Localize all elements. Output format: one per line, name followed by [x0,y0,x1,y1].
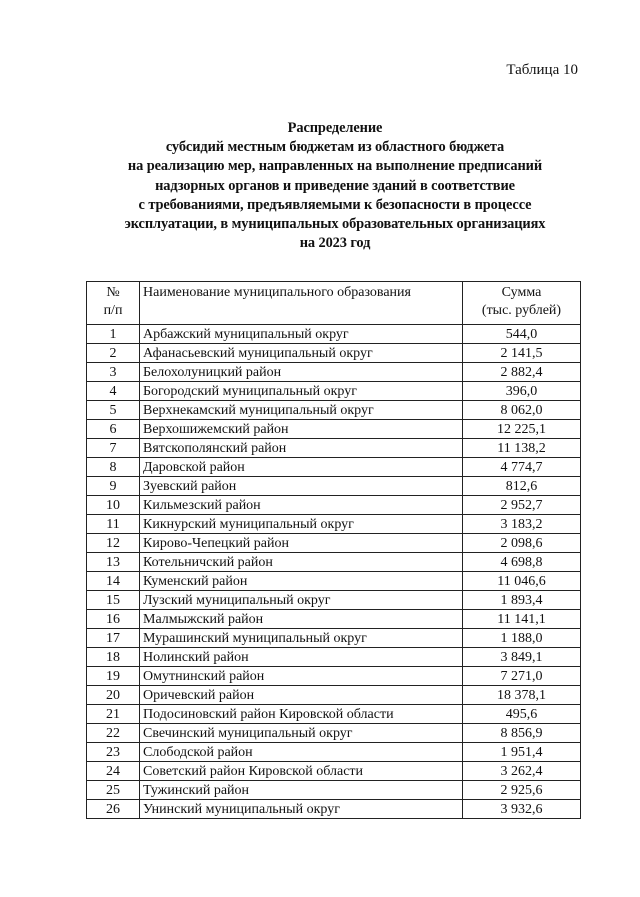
municipality-name: Лузский муниципальный округ [140,591,463,610]
subsidy-amount: 2 952,7 [463,496,581,515]
row-number: 23 [87,743,140,762]
table-row [87,458,581,477]
municipality-name: Подосиновский район Кировской области [140,705,463,724]
subsidy-amount: 11 141,1 [463,610,581,629]
row-number: 5 [87,401,140,420]
municipality-name: Кирово-Чепецкий район [140,534,463,553]
municipality-name: Белохолуницкий район [140,363,463,382]
title-line: Распределение [287,120,383,136]
municipality-name: Оричевский район [140,686,463,705]
municipality-name: Куменский район [140,572,463,591]
subsidy-amount: 11 138,2 [463,439,581,458]
table-row [87,800,581,819]
subsidy-amount: 1 188,0 [463,629,581,648]
table-row [87,724,581,743]
row-number: 1 [87,325,140,344]
municipality-name: Советский район Кировской области [140,762,463,781]
municipality-name: Афанасьевский муниципальный округ [140,344,463,363]
table-row [87,534,581,553]
row-number: 11 [87,515,140,534]
subsidy-amount: 4 774,7 [463,458,581,477]
subsidy-amount: 2 141,5 [463,344,581,363]
municipality-name: Котельничский район [140,553,463,572]
municipality-name: Слободской район [140,743,463,762]
municipality-name: Вятскополянский район [140,439,463,458]
table-row [87,648,581,667]
row-number: 22 [87,724,140,743]
municipality-name: Тужинский район [140,781,463,800]
row-number: 24 [87,762,140,781]
municipality-name: Кикнурский муниципальный округ [140,515,463,534]
column-header-name: Наименование муниципального образования [140,282,463,325]
row-number: 3 [87,363,140,382]
table-row [87,325,581,344]
distribution-table [86,281,581,819]
subsidy-amount: 8 062,0 [463,401,581,420]
row-number: 7 [87,439,140,458]
row-number: 19 [87,667,140,686]
table-row [87,610,581,629]
subsidy-amount: 3 183,2 [463,515,581,534]
document-title [90,119,580,253]
table-row [87,781,581,800]
table-row [87,382,581,401]
table-row [87,420,581,439]
table-row [87,439,581,458]
subsidy-amount: 3 262,4 [463,762,581,781]
table-body [87,325,581,819]
row-number: 2 [87,344,140,363]
municipality-name: Малмыжский район [140,610,463,629]
table-row [87,629,581,648]
subsidy-amount: 1 893,4 [463,591,581,610]
subsidy-amount: 812,6 [463,477,581,496]
title-line: субсидий местным бюджетам из областного бюджета [165,139,505,156]
table-header-row [87,282,581,325]
header-number-line2: п/п [103,303,123,318]
table-row [87,667,581,686]
row-number: 13 [87,553,140,572]
row-number: 12 [87,534,140,553]
subsidy-amount: 1 951,4 [463,743,581,762]
row-number: 21 [87,705,140,724]
municipality-name: Омутнинский район [140,667,463,686]
municipality-name: Верхошижемский район [140,420,463,439]
municipality-name: Верхнекамский муниципальный округ [140,401,463,420]
subsidy-amount: 11 046,6 [463,572,581,591]
row-number: 25 [87,781,140,800]
municipality-name: Даровской район [140,458,463,477]
table-row [87,477,581,496]
subsidy-amount: 18 378,1 [463,686,581,705]
subsidy-amount: 495,6 [463,705,581,724]
title-line: эксплуатации, в муниципальных образовательных организациях [124,216,546,233]
table-row [87,496,581,515]
title-line: с требованиями, предъявляемыми к безопасности в процессе [138,196,532,213]
table-row [87,344,581,363]
subsidy-amount: 12 225,1 [463,420,581,439]
table-row [87,705,581,724]
subsidy-amount: 2 098,6 [463,534,581,553]
row-number: 16 [87,610,140,629]
column-header-number [87,282,140,325]
row-number: 10 [87,496,140,515]
subsidy-amount: 8 856,9 [463,724,581,743]
table-row [87,743,581,762]
municipality-name: Унинский муниципальный округ [140,800,463,819]
title-line: на реализацию мер, направленных на выполнение предписаний [127,158,543,175]
column-header-sum [463,282,581,325]
subsidy-amount: 4 698,8 [463,553,581,572]
table-row [87,686,581,705]
table-row [87,591,581,610]
row-number: 17 [87,629,140,648]
municipality-name: Арбажский муниципальный округ [140,325,463,344]
table-row [87,762,581,781]
row-number: 4 [87,382,140,401]
table-row [87,572,581,591]
row-number: 9 [87,477,140,496]
subsidy-amount: 3 932,6 [463,800,581,819]
row-number: 14 [87,572,140,591]
municipality-name: Свечинский муниципальный округ [140,724,463,743]
header-sum-line1: Сумма [501,285,542,300]
subsidy-amount: 2 925,6 [463,781,581,800]
table-row [87,553,581,572]
municipality-name: Мурашинский муниципальный округ [140,629,463,648]
table-row [87,401,581,420]
header-sum-line2: (тыс. рублей) [481,303,562,318]
title-line: на 2023 год [299,235,371,252]
row-number: 18 [87,648,140,667]
municipality-name: Кильмезский район [140,496,463,515]
table-number: Таблица 10 [506,62,578,78]
table-row [87,363,581,382]
row-number: 6 [87,420,140,439]
subsidy-amount: 3 849,1 [463,648,581,667]
row-number: 26 [87,800,140,819]
row-number: 15 [87,591,140,610]
subsidy-amount: 396,0 [463,382,581,401]
municipality-name: Зуевский район [140,477,463,496]
row-number: 20 [87,686,140,705]
row-number: 8 [87,458,140,477]
subsidy-amount: 2 882,4 [463,363,581,382]
municipality-name: Богородский муниципальный округ [140,382,463,401]
subsidy-amount: 7 271,0 [463,667,581,686]
table-row [87,515,581,534]
header-number-line1: № [106,285,120,300]
municipality-name: Нолинский район [140,648,463,667]
title-line: надзорных органов и приведение зданий в соответствие [155,177,515,194]
subsidy-amount: 544,0 [463,325,581,344]
